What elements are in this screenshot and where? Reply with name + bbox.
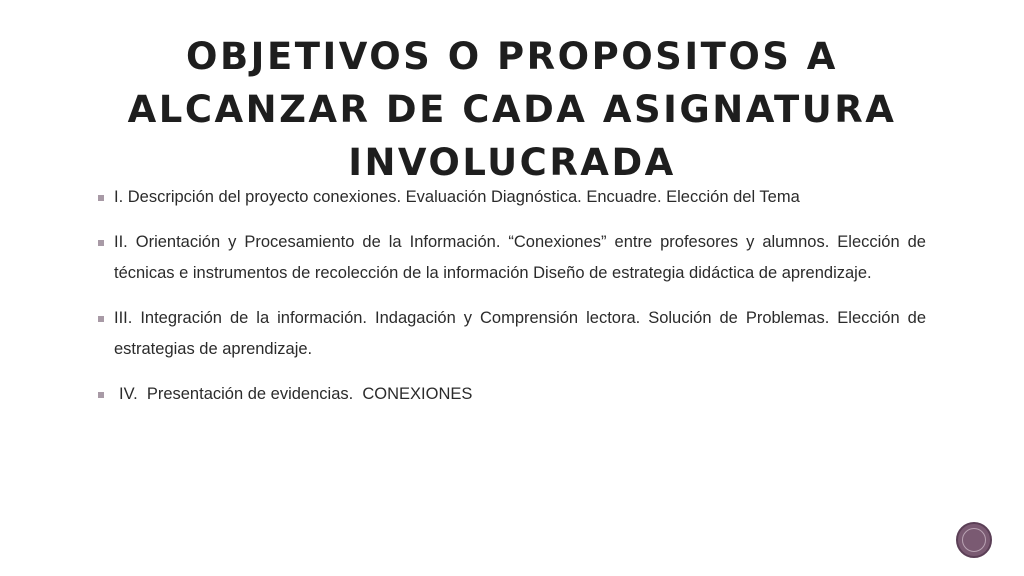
list-item-text: III. Integración de la información. Indagación y Comprensión lectora. Solución de Problemas. Elección de estrategias de aprendizaje. bbox=[114, 309, 926, 358]
square-bullet-icon bbox=[98, 195, 104, 201]
square-bullet-icon bbox=[98, 392, 104, 398]
list-item bbox=[98, 182, 926, 213]
list-item bbox=[98, 303, 926, 365]
slide-title: OBJETIVOS O PROPOSITOS A ALCANZAR DE CADA ASIGNATURA INVOLUCRADA bbox=[127, 35, 897, 184]
bullet-list bbox=[98, 182, 926, 424]
list-item-text: II. Orientación y Procesamiento de la Información. “Conexiones” entre profesores y alumnos. Elección de técnicas e instrumentos de recolección de la información Diseño de estrategia didáctica de aprendizaje. bbox=[114, 233, 926, 282]
slide-number-badge-icon bbox=[956, 522, 992, 558]
badge-ring-icon bbox=[962, 528, 986, 552]
list-item-text: I. Descripción del proyecto conexiones. Evaluación Diagnóstica. Encuadre. Elección del Tema bbox=[114, 188, 800, 206]
square-bullet-icon bbox=[98, 240, 104, 246]
list-item-text: IV. Presentación de evidencias. CONEXIONES bbox=[119, 385, 473, 403]
list-item bbox=[98, 379, 926, 410]
list-item bbox=[98, 227, 926, 289]
square-bullet-icon bbox=[98, 316, 104, 322]
